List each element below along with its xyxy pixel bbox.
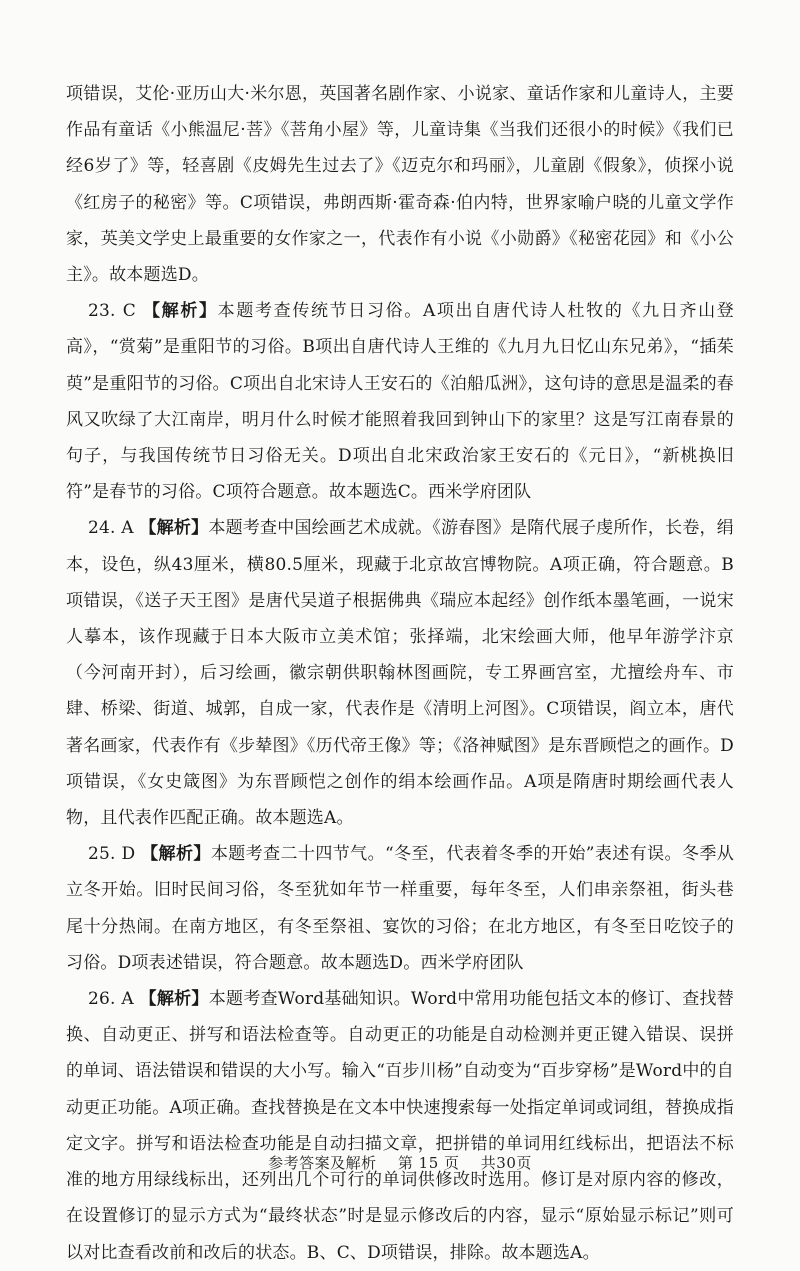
paragraph-q22-continued [66, 76, 734, 293]
paragraph-text: 本题考查传统节日习俗。A项出自唐代诗人杜牧的《九日齐山登高》，“赏菊”是重阳节的习俗。B项出自唐代诗人王维的《九月九日忆山东兄弟》，“插茱萸”是重阳节的习俗。C项出自北宋诗人王安石的《泊船瓜洲》，这句诗的意思是温柔的春风又吹绿了大江南岸，明月什么时候才能照着我回到钟山下的家里？这是写江南春景的句子，与我国传统节日习俗无关。D项出自北宋政治家王安石的《元日》，“新桃换旧符”是春节的习俗。C项符合题意。故本题选C。西米学府团队 [66, 301, 734, 503]
analysis-label: 【解析】 [139, 989, 209, 1010]
paragraph-text: 项错误，艾伦·亚历山大·米尔恩，英国著名剧作家、小说家、童话作家和儿童诗人，主要作品有童话《小熊温尼·菩》《菩角小屋》等，儿童诗集《当我们还很小的时候》《我们已经6岁了》等，轻喜剧《皮姆先生过去了》《迈克尔和玛丽》，儿童剧《假象》，侦探小说《红房子的秘密》等。C项错误，弗朗西斯·霍奇森·伯内特，世界家喻户晓的儿童文学作家，英美文学史上最重要的女作家之一，代表作有小说《小勋爵》《秘密花园》和《小公主》。故本题选D。 [66, 84, 734, 286]
question-number: 23. [88, 301, 116, 322]
paragraph-text: 本题考查中国绘画艺术成就。《游春图》是隋代展子虔所作，长卷，绢本，设色，纵43厘米，横80.5厘米，现藏于北京故宫博物院。A项正确，符合题意。B项错误，《送子天王图》是唐代吴道子根据佛典《瑞应本起经》创作纸本墨笔画，一说宋人摹本，该作现藏于日本大阪市立美术馆；张择端，北宋绘画大师，他早年游学汴京（今河南开封），后习绘画，徽宗朝供职翰林图画院，专工界画宫室，尤擅绘舟车、市肆、桥梁、街道、城郭，自成一家，代表作是《清明上河图》。C项错误，阎立本，唐代著名画家，代表作有《步辇图》《历代帝王像》等；《洛神赋图》是东晋顾恺之的画作。D项错误，《女史箴图》为东晋顾恺之创作的绢本绘画作品。A项是隋唐时期绘画代表人物，且代表作匹配正确。故本题选A。 [66, 518, 734, 829]
answer-letter: A [121, 518, 134, 539]
paragraph-q23 [66, 293, 734, 510]
answer-letter: A [121, 989, 134, 1010]
paragraph-q24 [66, 510, 734, 836]
footer-total-pages: 共30页 [480, 1154, 532, 1172]
page-footer [0, 1152, 800, 1173]
footer-page-number: 第 15 页 [397, 1154, 460, 1172]
page-content [66, 76, 734, 1271]
paragraph-q26 [66, 981, 734, 1271]
answer-letter: D [121, 844, 136, 865]
paragraph-text: 本题考查Word基础知识。Word中常用功能包括文本的修订、查找替换、自动更正、拼写和语法检查等。自动更正的功能是自动检测并更正键入错误、误拼的单词、语法错误和错误的大小写。输入“百步川杨”自动变为“百步穿杨”是Word中的自动更正功能。A项正确。查找替换是在文本中快速搜索每一处指定单词或词组，替换成指定文字。拼写和语法检查功能是自动扫描文章，把拼错的单词用红线标出，把语法不标准的地方用绿线标出，还列出几个可行的单词供修改时选用。修订是对原内容的修改，在设置修订的显示方式为“最终状态”时是显示修改后的内容，显示“原始显示标记”则可以对比查看改前和改后的状态。B、C、D项错误，排除。故本题选A。 [66, 989, 734, 1263]
answer-letter: C [122, 301, 136, 322]
paragraph-text: 本题考查二十四节气。“冬至，代表着冬季的开始”表述有误。冬季从立冬开始。旧时民间习俗，冬至犹如年节一样重要，每年冬至，人们串亲祭祖，街头巷尾十分热闹。在南方地区，有冬至祭祖、宴饮的习俗；在北方地区，有冬至日吃饺子的习俗。D项表述错误，符合题意。故本题选D。西米学府团队 [66, 844, 734, 973]
paragraph-q25 [66, 836, 734, 981]
question-number: 26. [88, 989, 116, 1010]
footer-title: 参考答案及解析 [268, 1154, 377, 1172]
question-number: 24. [88, 518, 116, 539]
analysis-label: 【解析】 [141, 844, 211, 865]
analysis-label: 【解析】 [143, 301, 218, 322]
analysis-label: 【解析】 [139, 518, 209, 539]
question-number: 25. [88, 844, 116, 865]
